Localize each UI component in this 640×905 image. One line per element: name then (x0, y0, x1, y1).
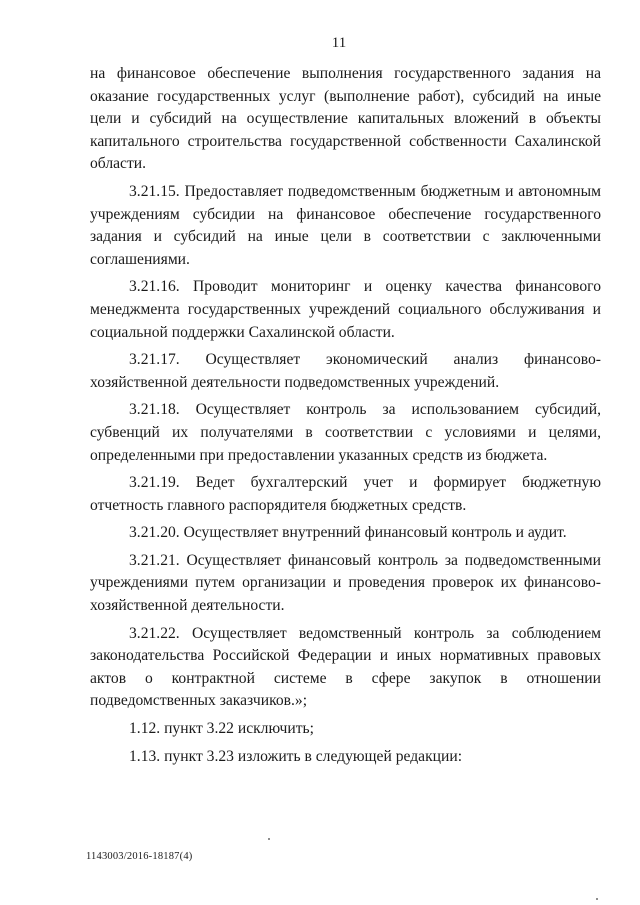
document-registration-code: 1143003/2016-18187(4) (86, 851, 193, 862)
document-body (90, 63, 601, 773)
paragraph-3-21-16: 3.21.16. Проводит мониторинг и оценку качества финансового менеджмента государственных учреждений социального обслуживания и социальной поддержки Сахалинской области. (90, 278, 601, 341)
paragraph-3-21-19: 3.21.19. Ведет бухгалтерский учет и формирует бюджетную отчетность главного распорядителя бюджетных средств. (90, 474, 601, 514)
paragraph-3-21-21: 3.21.21. Осуществляет финансовый контроль за подведомственными учреждениями путем организации и проведения проверок их финансово-хозяйственной деятельности. (90, 551, 601, 615)
paragraph-3-21-18: 3.21.18. Осуществляет контроль за использованием субсидий, субвенций их получателями в соответствии с условиями и целями, определенными при предоставлении указанных средств из бюджета. (90, 401, 601, 464)
paragraph-1-13: 1.13. пункт 3.23 изложить в следующей редакции: (129, 747, 463, 765)
scan-speck (596, 898, 598, 900)
paragraph-3-21-22: 3.21.22. Осуществляет ведомственный контроль за соблюдением законодательства Российской Федерации и иных нормативных правовых актов о контрактной системе в сфере закупок в отношении подведомственных заказчиков.»; (90, 624, 601, 710)
paragraph-1-12: 1.12. пункт 3.22 исключить; (129, 720, 314, 738)
page-number: 11 (331, 35, 347, 51)
paragraph-3-21-20: 3.21.20. Осуществляет внутренний финансовый контроль и аудит. (129, 524, 567, 542)
paragraph-3-21-17: 3.21.17. Осуществляет экономический анализ финансово-хозяйственной деятельности подведомственных учреждений. (90, 351, 601, 391)
scan-speck (268, 838, 270, 840)
paragraph-continuation: на финансовое обеспечение выполнения государственного задания на оказание государственных услуг (выполнение работ), субсидий на иные цели и субсидий на осуществление капитальных вложений в объекты капитального строительства государственной собственности Сахалинской области. (90, 65, 601, 173)
paragraph-3-21-15: 3.21.15. Предоставляет подведомственным бюджетным и автономным учреждениям субсидии на финансовое обеспечение государственного задания и субсидий на иные цели в соответствии с заключенными соглашениями. (90, 182, 601, 268)
